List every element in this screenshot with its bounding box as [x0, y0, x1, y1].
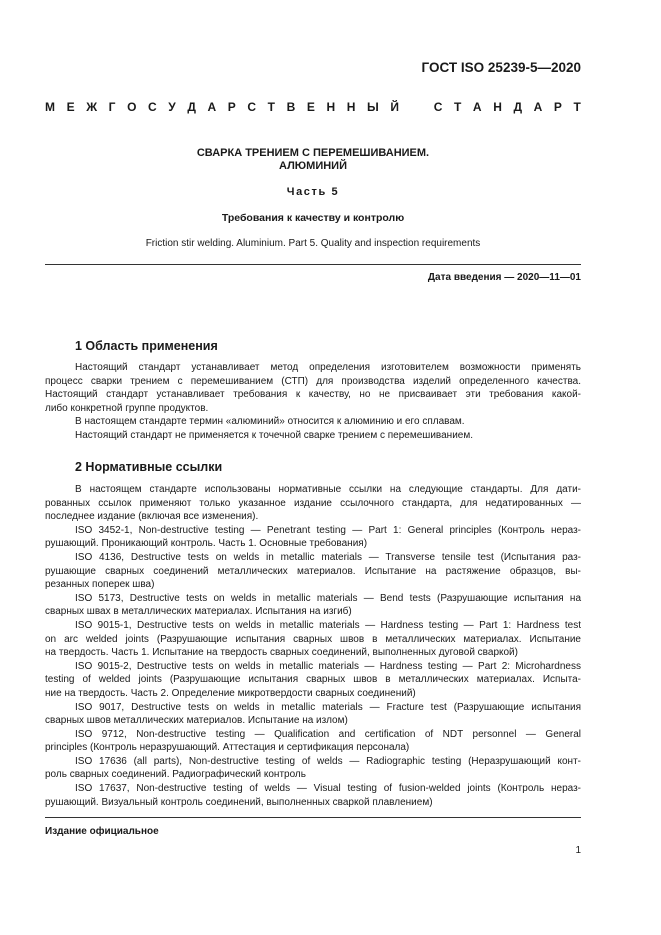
official-edition-label: Издание официальное [45, 826, 159, 837]
banner-letter: А [472, 100, 482, 114]
text-line: либо конкретной группе продуктов. [45, 402, 209, 414]
reference-line: testing of welded joints (Разрушающие испытания сварных швов в металлических материалах. Испыта- [45, 674, 581, 686]
text-line: Настоящий стандарт устанавливает метод определения изготовителем возможности применять [75, 362, 581, 373]
banner-letter: Ы [366, 100, 379, 114]
section-1-heading: 1 Область применения [75, 339, 218, 353]
banner-letter: Г [108, 100, 116, 114]
banner-letter: Т [453, 100, 462, 114]
text-line: В настоящем стандарте использованы нормативные ссылки на следующие стандарты. Для дати- [75, 484, 581, 495]
reference-line: ISO 17637, Non-destructive testing of welds — Visual testing of fusion-welded joints (Контроль нераз- [75, 783, 581, 795]
banner-letter: Е [66, 100, 75, 114]
banner-letter: Н [346, 100, 356, 114]
reference-line: резанных поперек шва) [45, 579, 155, 591]
reference-line: рушающий. Проникающий контроль. Часть 1. Основные требования) [45, 538, 368, 550]
reference-line: ISO 9015-2, Destructive tests on welds in metallic materials — Hardness testing — Part 2: Microhardness [75, 660, 581, 672]
title-divider [45, 264, 581, 265]
subtitle-russian: Требования к качеству и контролю [221, 212, 405, 224]
banner-letter: С [148, 100, 157, 114]
banner-letter: Й [390, 100, 399, 114]
reference-line: ISO 9017, Destructive tests on welds in metallic materials — Fracture test (Разрушающие испытания [75, 701, 581, 713]
subtitle-english: Friction stir welding. Aluminium. Part 5. Quality and inspection requirements [145, 238, 481, 249]
reference-line: on arc welded joints (Разрушающие испытания сварных швов в металлических материалах. Испытание [45, 633, 581, 645]
banner-letter: В [286, 100, 296, 114]
footer-divider [45, 817, 581, 818]
text-line: Настоящий стандарт не применяется к точечной сварке трением с перемешиванием. [75, 429, 473, 441]
banner-letter: С [247, 100, 257, 114]
banner-letter: Н [326, 100, 336, 114]
banner-letter: Н [493, 100, 502, 114]
banner-letter: У [168, 100, 176, 114]
reference-line: на твердость. Часть 1. Испытание на твердость сварных соединений, выполненных дуговой сваркой) [45, 647, 518, 659]
document-code: ГОСТ ISO 25239-5—2020 [421, 60, 581, 75]
banner-letter: Р [227, 100, 236, 114]
reference-line: ISO 4136, Destructive tests on welds in metallic materials — Transverse tensile test (Испытания раз- [75, 551, 581, 563]
reference-line: роль сварных соединений. Радиографический контроль [45, 769, 306, 781]
text-line: последнее издание (включая все изменения). [45, 511, 259, 523]
reference-line: ISO 5173, Destructive tests on welds in metallic materials — Bend tests (Разрушающие испытания на [75, 592, 581, 604]
reference-line: рушающие сварных соединений металлических материалов. Испытание на растяжение образцов, вы- [45, 565, 581, 577]
reference-line: ISO 9712, Non-destructive testing — Qualification and certification of NDT personnel — General [75, 728, 581, 740]
text-line: рованных ссылок применяют только указанное издание ссылочного стандарта, для недатированных — [45, 497, 581, 509]
reference-line: сварных швах в металлических материалах. Испытания на изгиб) [45, 606, 352, 618]
reference-line: ISO 3452-1, Non-destructive testing — Penetrant testing — Part 1: General principles (Контроль нераз- [75, 524, 581, 536]
text-line: процесс сварки трением с перемешиванием (СТП) для производства изделий определенного качества. [45, 375, 581, 387]
banner-letter: М [45, 100, 55, 114]
effective-date: Дата введения — 2020—11—01 [427, 272, 581, 283]
standard-category-banner [45, 100, 581, 114]
reference-line: ISO 17636 (all parts), Non-destructive testing of welds — Radiographic testing (Неразрушающий конт- [75, 755, 581, 767]
page-number: 1 [575, 845, 581, 856]
reference-line: рушающий. Визуальный контроль соединений, выполненных сваркой плавлением) [45, 796, 433, 808]
section-1-body [45, 361, 581, 443]
text-line: В настоящем стандарте термин «алюминий» относится к алюминию и его сплавам. [75, 416, 465, 428]
banner-letter: Е [306, 100, 315, 114]
banner-letter: Д [513, 100, 523, 114]
reference-line: principles (Контроль неразрушающий. Аттестация и сертификация персонала) [45, 742, 410, 754]
section-2-body [45, 483, 581, 809]
banner-letter: Р [553, 100, 562, 114]
reference-line: ние на твердость. Часть 2. Определение микротвердости сварных соединений) [45, 687, 416, 699]
reference-line: сварных швов металлических материалов. Испытание на излом) [45, 715, 348, 727]
banner-letter: Т [573, 100, 581, 114]
text-line: Настоящий стандарт устанавливает требования к качеству, но не присваивает эти требования какой- [45, 389, 581, 401]
banner-letter: А [207, 100, 217, 114]
banner-letter: С [433, 100, 443, 114]
document-title-line-2: АЛЮМИНИЙ [279, 160, 347, 172]
reference-line: ISO 9015-1, Destructive tests on welds in metallic materials — Hardness testing — Part 1: Hardness test [75, 619, 581, 631]
banner-letter: Ж [86, 100, 98, 114]
part-title: Часть 5 [286, 186, 340, 198]
banner-letter: Т [267, 100, 275, 114]
document-title-line-1: СВАРКА ТРЕНИЕМ С ПЕРЕМЕШИВАНИЕМ. [196, 147, 430, 159]
section-2-heading: 2 Нормативные ссылки [75, 460, 223, 474]
banner-letter: О [127, 100, 137, 114]
banner-letter: Д [187, 100, 196, 114]
banner-letter: А [533, 100, 543, 114]
